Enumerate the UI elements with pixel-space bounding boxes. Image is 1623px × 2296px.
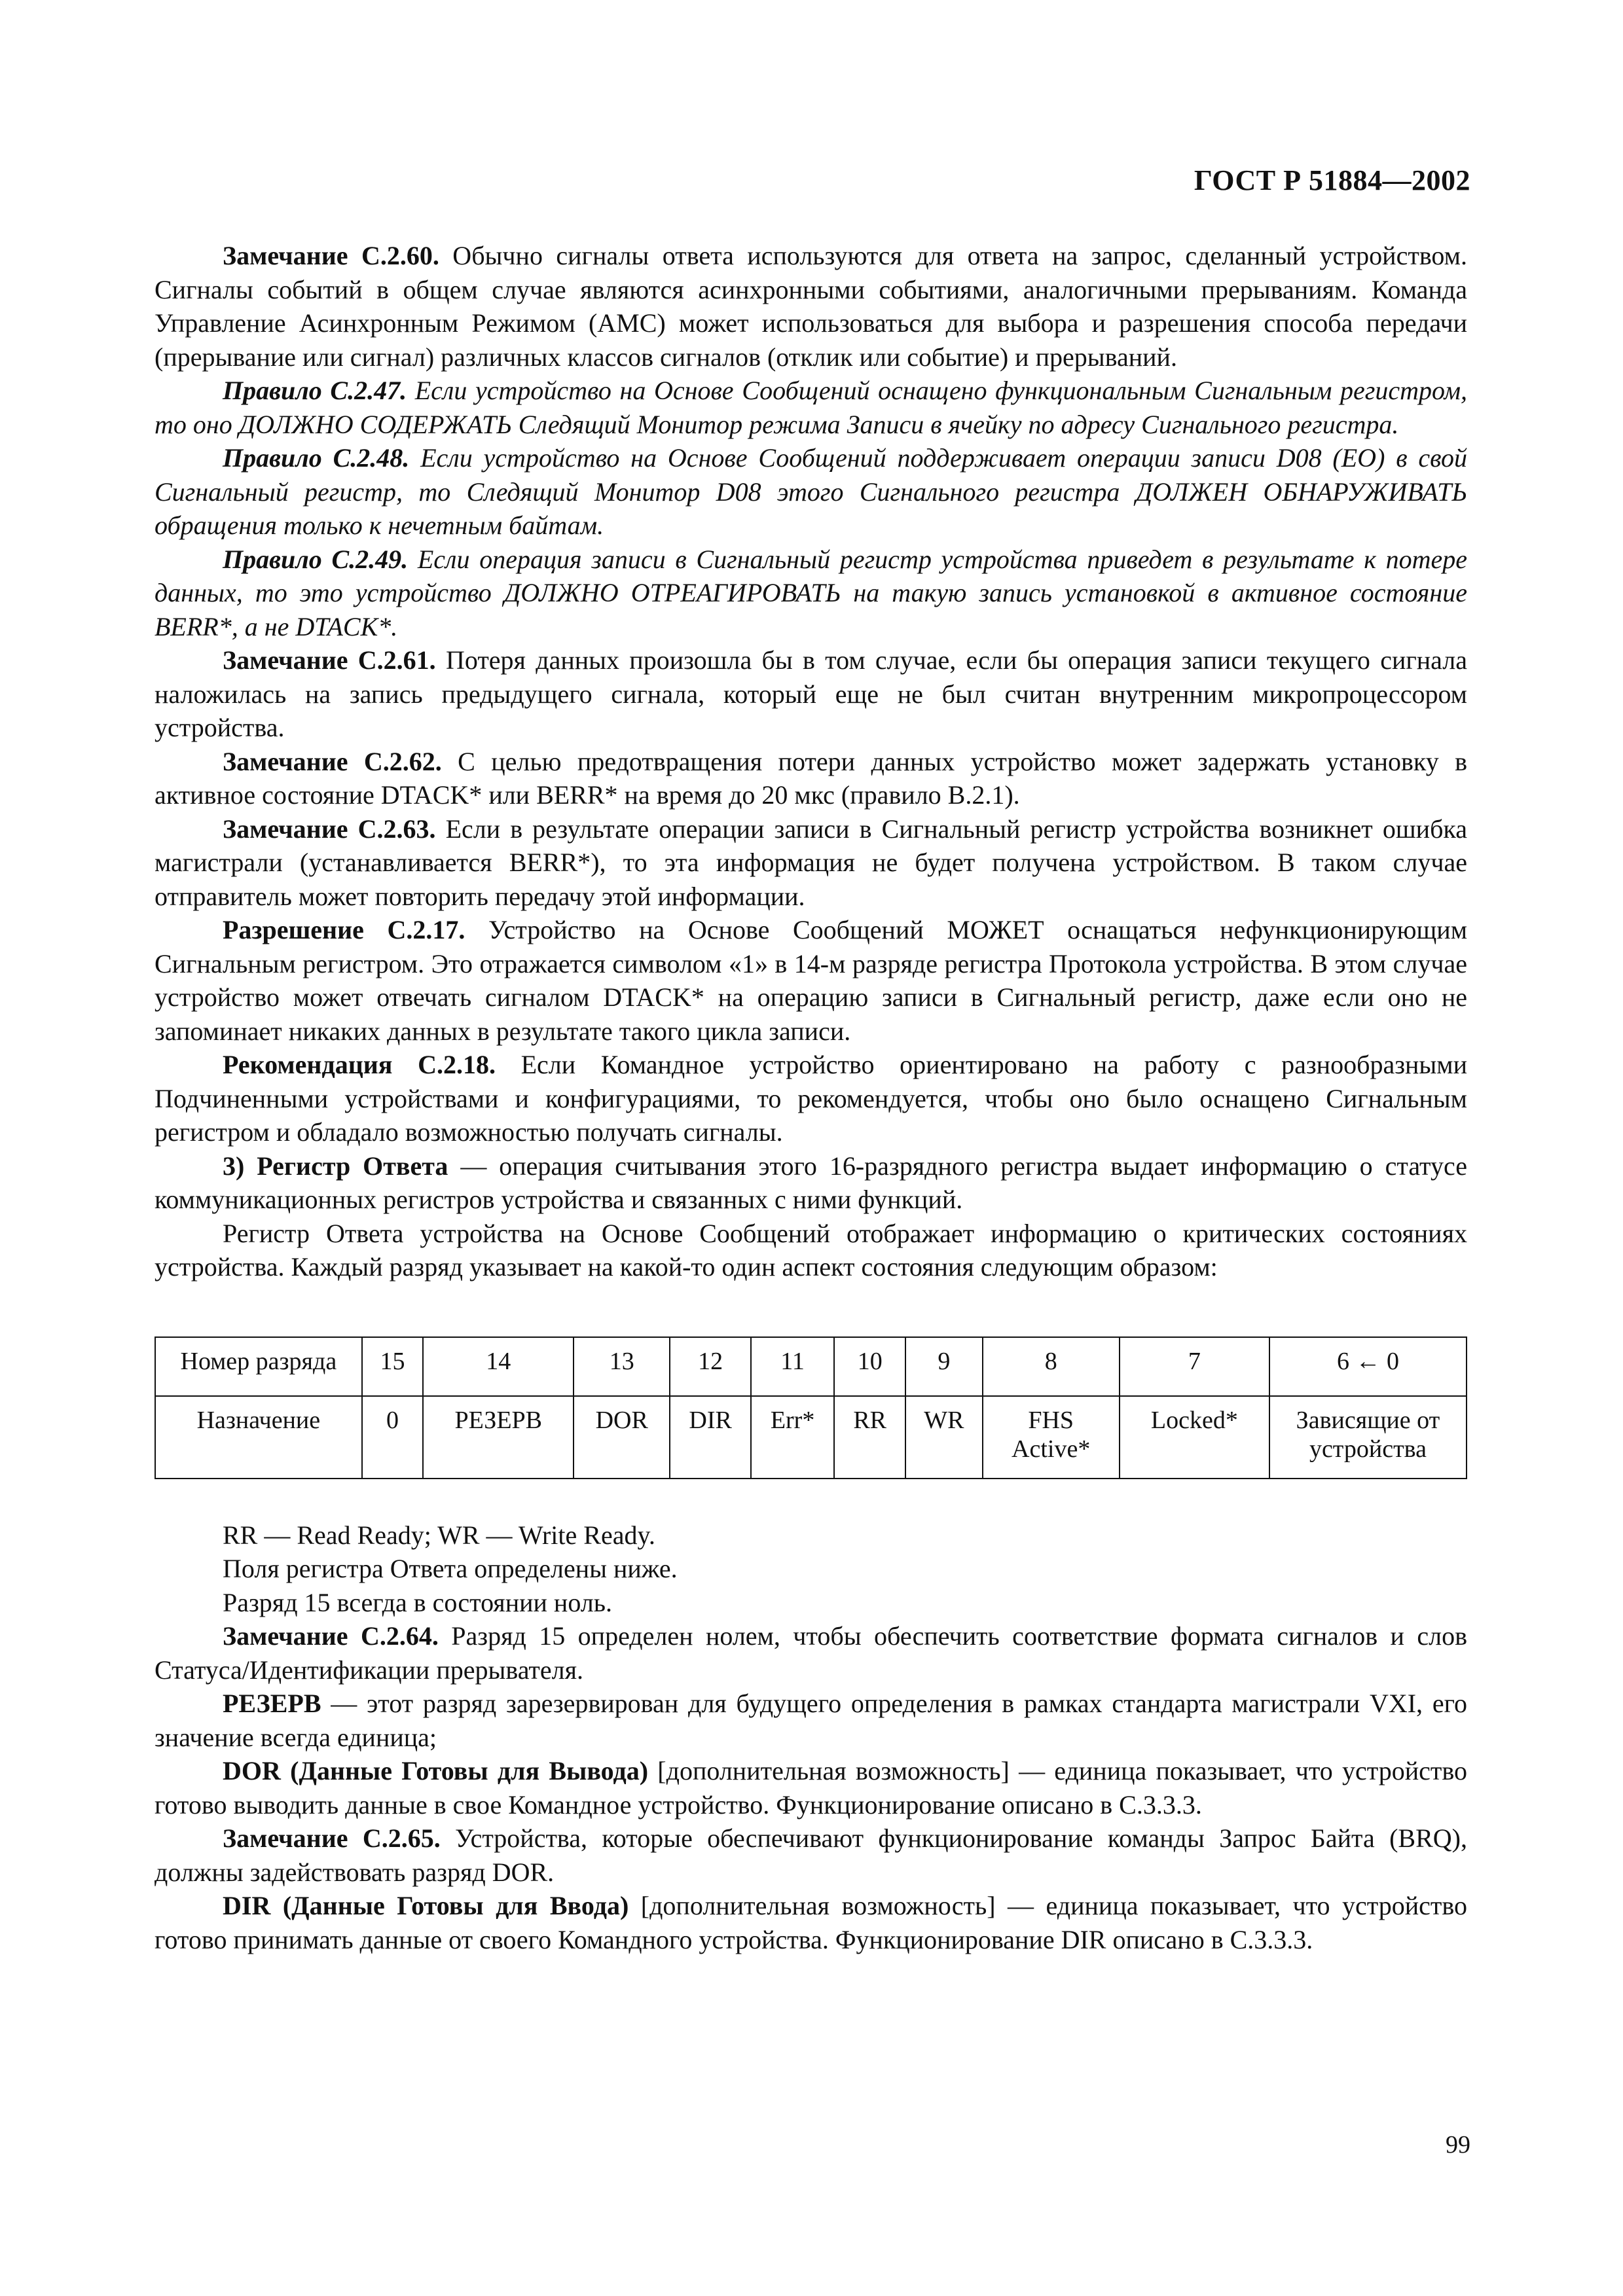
table-cell: 9 <box>905 1337 982 1396</box>
table-row-assignments <box>155 1396 1467 1479</box>
table-row-bit-numbers <box>155 1337 1467 1396</box>
paragraph-dor: DOR (Данные Готовы для Вывода) [дополнительная возможность] — единица показывает, что устройство готово выводить данные в свое Командное устройство. Функционирование описано в С.3.3.3. <box>155 1756 1468 1820</box>
table-cell: Err* <box>751 1396 834 1479</box>
paragraph-note-c264: Замечание С.2.64. Разряд 15 определен нолем, чтобы обеспечить соответствие формата сигналов и слов Статуса/Идентификации прерывателя. <box>155 1621 1467 1685</box>
paragraph-note-c260: Замечание С.2.60. Обычно сигналы ответа используются для ответа на запрос, сделанный устройством. Сигналы событий в общем случае являются асинхронными событиями, аналогичными прерываниям. Команда Управление Асинхронным Режимом (AMC) может использоваться для выбора и разрешения способа передачи (прерывание или сигнал) различных классов сигналов (отклик или событие) и прерываний. <box>155 241 1467 372</box>
paragraph-note-c263: Замечание С.2.63. Если в результате операции записи в Сигнальный регистр устройства возникнет ошибка магистрали (устанавливается BERR*), то эта информация не будет получена устройством. В таком случае отправитель может повторить передачу этой информации. <box>155 814 1467 911</box>
paragraph-bit15-zero: Разряд 15 всегда в состоянии ноль. <box>223 1587 612 1617</box>
table-cell: 14 <box>423 1337 574 1396</box>
table-cell: Locked* <box>1120 1396 1269 1479</box>
table-cell: Зависящие от устройства <box>1269 1396 1467 1479</box>
paragraph-dir: DIR (Данные Готовы для Ввода) [дополнительная возможность] — единица показывает, что устройство готово принимать данные от своего Командного устройства. Функционирование DIR описано в С.3.3.3. <box>155 1891 1467 1954</box>
table-cell: 0 <box>362 1396 424 1479</box>
paragraph-note-c262: Замечание С.2.62. С целью предотвращения потери данных устройство может задержать установку в активное состояние DTACK* или BERR* на время до 20 мкс (правило В.2.1). <box>155 746 1467 810</box>
paragraph-response-register-desc: Регистр Ответа устройства на Основе Сообщений отображает информацию о критических состояниях устройства. Каждый разряд указывает на какой-то один аспект состояния следующим образом: <box>155 1218 1467 1282</box>
bit-assignment-table <box>155 1336 1467 1479</box>
paragraph-rule-c249: Правило С.2.49. Если операция записи в Сигнальный регистр устройства приведет в результате к потере данных, то это устройство ДОЛЖНО ОТРЕАГИРОВАТЬ на такую запись установкой в активное состояние BERR*, а не DTACK*. <box>155 544 1468 641</box>
table-cell: WR <box>905 1396 982 1479</box>
table-cell: 8 <box>983 1337 1120 1396</box>
table-cell: FHS Active* <box>983 1396 1120 1479</box>
table-cell: 12 <box>670 1337 751 1396</box>
table-cell: 13 <box>574 1337 670 1396</box>
paragraph-note-c265: Замечание С.2.65. Устройства, которые обеспечивают функционирование команды Запрос Байта (BRQ), должны задействовать разряд DOR. <box>155 1823 1467 1887</box>
table-cell: 11 <box>751 1337 834 1396</box>
table-cell: 10 <box>834 1337 905 1396</box>
table-cell: RR <box>834 1396 905 1479</box>
paragraph-rule-c247: Правило С.2.47. Если устройство на Основе Сообщений оснащено функциональным Сигнальным регистром, то оно ДОЛЖНО СОДЕРЖАТЬ Следящий Монитор режима Записи в ячейку по адресу Сигнального регистра. <box>155 376 1468 439</box>
table-cell: DOR <box>574 1396 670 1479</box>
page-number: 99 <box>1446 2131 1470 2159</box>
paragraph-recommendation-c218: Рекомендация С.2.18. Если Командное устройство ориентировано на работу с разнообразными Подчиненными устройствами и конфигурациями, то рекомендуется, чтобы оно было оснащено Сигнальным регистром и обладало возможностью получать сигналы. <box>155 1050 1467 1147</box>
paragraph-rule-c248: Правило С.2.48. Если устройство на Основе Сообщений поддерживает операции записи D08 (EO) в свой Сигнальный регистр, то Следящий Монитор D08 этого Сигнального регистра ДОЛЖЕН ОБНАРУЖИВАТЬ обращения только к нечетным байтам. <box>155 443 1467 540</box>
table-cell: Назначение <box>155 1396 362 1479</box>
table-cell: 15 <box>362 1337 424 1396</box>
paragraph-reserve: РЕЗЕРВ — этот разряд зарезервирован для будущего определения в рамках стандарта магистрали VXI, его значение всегда единица; <box>155 1689 1467 1752</box>
document-header: ГОСТ Р 51884—2002 <box>1194 164 1470 196</box>
paragraph-note-c261: Замечание С.2.61. Потеря данных произошла бы в том случае, если бы операция записи текущего сигнала наложилась на запись предыдущего сигнала, который еще не был считан внутренним микропроцессором устройства. <box>155 645 1467 742</box>
document-body <box>155 239 1467 1956</box>
table-cell: 6 ← 0 <box>1269 1337 1467 1396</box>
table-cell: 7 <box>1120 1337 1269 1396</box>
table-cell: DIR <box>670 1396 751 1479</box>
table-cell: Номер разряда <box>155 1337 362 1396</box>
table-cell: РЕЗЕРВ <box>423 1396 574 1479</box>
paragraph-rr-wr-legend: RR — Read Ready; WR — Write Ready. <box>223 1520 655 1550</box>
paragraph-permission-c217: Разрешение С.2.17. Устройство на Основе Сообщений МОЖЕТ оснащаться нефункционирующим Сигнальным регистром. Это отражается символом «1» в 14-м разряде регистра Протокола устройства. В этом случае устройство может отвечать сигналом DTACK* на операцию записи в Сигнальный регистр, даже если оно не запоминает никаких данных в результате такого цикла записи. <box>155 915 1467 1046</box>
paragraph-fields-defined: Поля регистра Ответа определены ниже. <box>223 1554 678 1583</box>
paragraph-response-register: 3) Регистр Ответа — операция считывания этого 16-разрядного регистра выдает информацию о статусе коммуникационных регистров устройства и связанных с ними функций. <box>155 1151 1467 1214</box>
